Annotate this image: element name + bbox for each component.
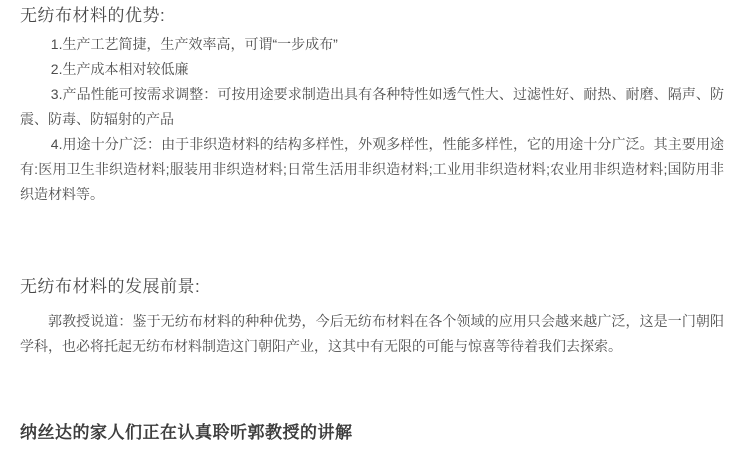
advantage-item-4: 4.用途十分广泛：由于非织造材料的结构多样性，外观多样性，性能多样性，它的用途十分广泛。其主要用途有:医用卫生非织造材料;服装用非织造材料;日常生活用非织造材料;工业用非织造材料;农业用非织造材料;国防用非织造材料等。 — [20, 136, 724, 202]
heading-audience-listening: 纳丝达的家人们正在认真聆听郭教授的讲解 — [20, 423, 353, 442]
heading-advantages: 无纺布材料的优势: — [20, 6, 166, 25]
prospects-paragraph: 郭教授说道：鉴于无纺布材料的种种优势，今后无纺布材料在各个领域的应用只会越来越广泛，这是一门朝阳学科，也必将托起无纺布材料制造这门朝阳产业，这其中有无限的可能与惊喜等待着我们去探索。 — [20, 313, 724, 354]
heading-development-prospects: 无纺布材料的发展前景: — [20, 277, 201, 296]
advantage-item-2: 2.生产成本相对较低廉 — [50, 61, 189, 77]
advantage-item-3: 3.产品性能可按需求调整：可按用途要求制造出具有各种特性如透气性大、过滤性好、耐热、耐磨、隔声、防震、防毒、防辐射的产品 — [20, 86, 724, 127]
advantage-item-1: 1.生产工艺简捷，生产效率高，可谓“一步成布” — [50, 36, 338, 52]
